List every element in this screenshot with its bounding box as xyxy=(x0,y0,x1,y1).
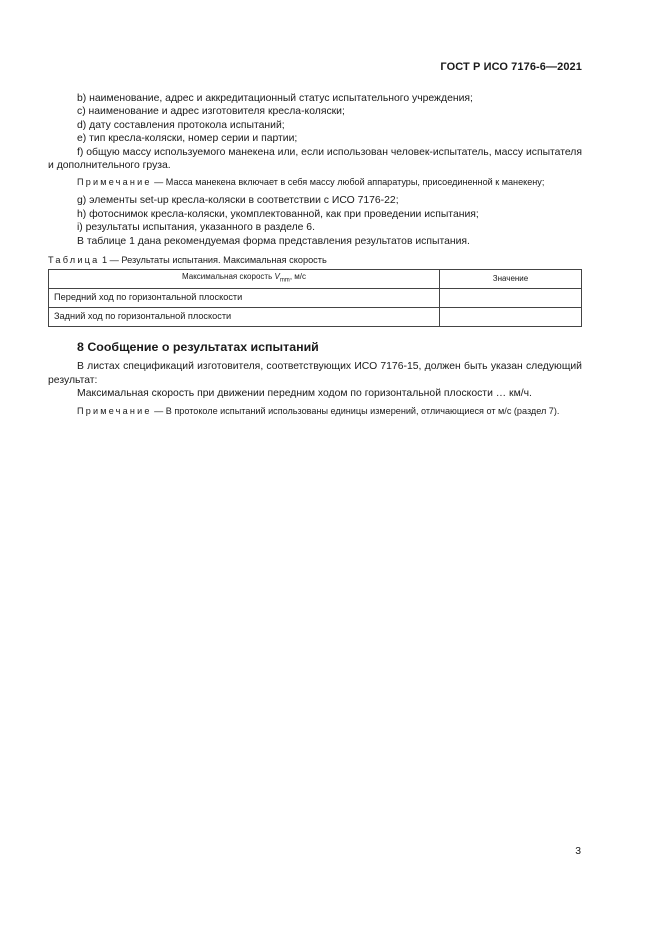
note-2 xyxy=(48,405,582,417)
note-1-text: — Масса манекена включает в себя массу любой аппаратуры, присоединенной к манекену; xyxy=(151,177,545,188)
list-item-f: f) общую массу используемого манекена или, если использован человек-испытатель, массу испытателя и дополнительного груза. xyxy=(48,146,582,172)
section-8-paragraph-1: В листах спецификаций изготовителя, соответствующих ИСО 7176-15, должен быть указан следующий результат: xyxy=(48,361,582,386)
note-1-label: Примечание xyxy=(77,177,152,188)
document-header: ГОСТ Р ИСО 7176-6—2021 xyxy=(440,61,582,73)
list-item-h: h) фотоснимок кресла-коляски, укомплектованной, как при проведении испытания; xyxy=(77,208,479,220)
table-cell-value xyxy=(440,289,582,308)
page-number: 3 xyxy=(575,846,581,857)
table-intro: В таблице 1 дана рекомендуемая форма представления результатов испытания. xyxy=(77,235,470,247)
list-item-g: g) элементы set-up кресла-коляски в соответствии с ИСО 7176-22; xyxy=(77,195,399,207)
note-2-text: — В протоколе испытаний использованы единицы измерений, отличающиеся от м/с (раздел 7). xyxy=(151,405,560,416)
section-8-title: 8 Сообщение о результатах испытаний xyxy=(77,340,319,355)
table-cell-value xyxy=(440,308,582,327)
table-row xyxy=(49,308,582,327)
list-item-d: d) дату составления протокола испытаний; xyxy=(77,119,285,131)
list-item-i: i) результаты испытания, указанного в разделе 6. xyxy=(77,222,315,234)
table-header-value: Значение xyxy=(440,270,582,289)
list-item-b: b) наименование, адрес и аккредитационный статус испытательного учреждения; xyxy=(77,93,473,104)
table-cell-label: Задний ход по горизонтальной плоскости xyxy=(49,308,440,327)
list-item-c: c) наименование и адрес изготовителя кресла-коляски; xyxy=(77,106,345,118)
table-header-row xyxy=(49,270,582,289)
list-item-e: e) тип кресла-коляски, номер серии и партии; xyxy=(77,133,298,145)
table-caption xyxy=(48,254,582,266)
page-content xyxy=(48,92,582,423)
table-header-speed: Максимальная скорость $V_{mm}$, м/с xyxy=(49,270,440,289)
table-row xyxy=(49,289,582,308)
table-cell-label: Передний ход по горизонтальной плоскости xyxy=(49,289,440,308)
note-1 xyxy=(48,176,582,188)
note-2-label: Примечание xyxy=(77,405,152,416)
results-table xyxy=(48,269,582,327)
section-8-paragraph-2: Максимальная скорость при движении передним ходом по горизонтальной плоскости … км/ч. xyxy=(77,388,532,400)
table-caption-label: Таблица xyxy=(48,255,100,266)
table-caption-text: 1 — Результаты испытания. Максимальная скорость xyxy=(99,255,327,266)
